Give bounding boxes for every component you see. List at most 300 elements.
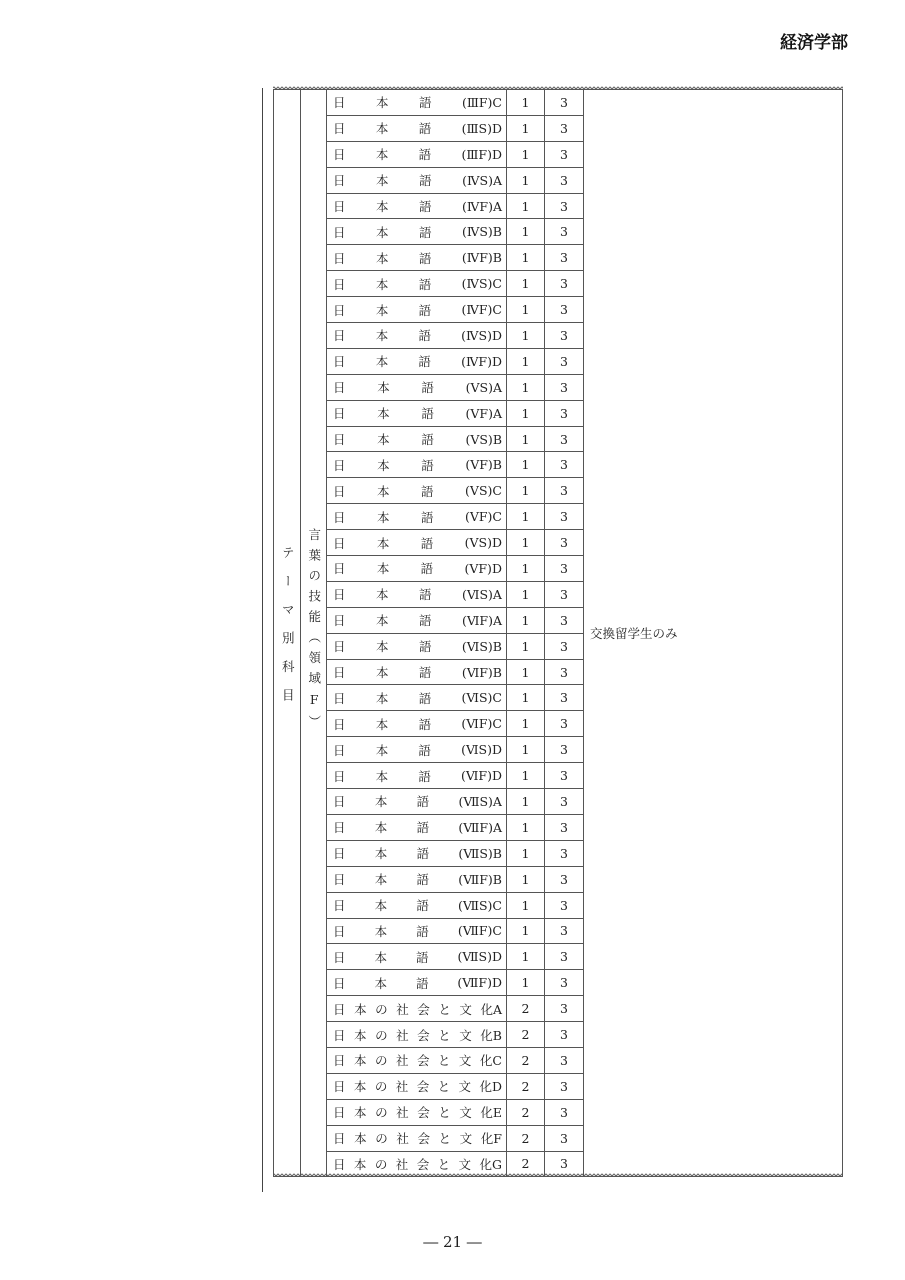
course-name-char: 社 xyxy=(396,1131,409,1147)
credits-cell: 1 xyxy=(507,271,545,297)
culture-course-name xyxy=(333,1155,502,1173)
credits-cell: 1 xyxy=(507,452,545,478)
year-cell: 3 xyxy=(545,840,584,866)
credits-cell: 2 xyxy=(507,1099,545,1125)
course-level: (ⅦS)C xyxy=(457,897,502,913)
course-name-char: の xyxy=(375,1131,388,1147)
course-name-char: 日 xyxy=(333,872,346,888)
course-name-char: 本 xyxy=(375,613,389,629)
course-name-cell xyxy=(327,504,507,530)
course-name-char: の xyxy=(375,1027,388,1043)
category-language-cell xyxy=(301,90,327,1177)
course-name-char: 語 xyxy=(418,690,432,706)
course-name-char: 日 xyxy=(333,535,346,551)
year-cell: 3 xyxy=(545,1151,584,1177)
course-name-char: 日 xyxy=(333,898,346,914)
course-name-char: 本 xyxy=(375,690,389,706)
course-name-char: 語 xyxy=(418,276,432,292)
course-level: (ⅦS)B xyxy=(458,845,502,861)
course-name-char: 本 xyxy=(354,1027,367,1043)
category-language-label: 言葉の技能（領域F） xyxy=(306,527,322,736)
course-name-char: 社 xyxy=(395,1079,409,1095)
course-level: (ⅣS)D xyxy=(461,327,502,343)
course-name-char: 語 xyxy=(419,224,432,240)
year-cell: 3 xyxy=(545,685,584,711)
course-level: (ⅦS)D xyxy=(457,949,502,965)
course-name-char: 本 xyxy=(375,121,389,137)
course-name-char: 日 xyxy=(333,302,346,318)
course-level: (ⅦF)A xyxy=(458,819,502,835)
course-name-char: 語 xyxy=(421,432,434,448)
credits-cell: 1 xyxy=(507,297,545,323)
course-level: (ⅢS)D xyxy=(461,120,502,136)
course-name-char: 語 xyxy=(415,975,429,991)
year-cell: 3 xyxy=(545,737,584,763)
course-name-char: と xyxy=(438,1027,451,1043)
course-name-char: 語 xyxy=(416,794,430,810)
wavy-border-bottom xyxy=(273,1173,843,1177)
course-name-cell xyxy=(327,1073,507,1099)
year-cell: 3 xyxy=(545,478,584,504)
course-name-char: 語 xyxy=(421,483,434,499)
course-name-char: 文 xyxy=(459,1001,472,1017)
course-name-char: 本 xyxy=(376,224,389,240)
course-name-cell xyxy=(327,1047,507,1073)
course-name-cell xyxy=(327,737,507,763)
course-name-char: 本 xyxy=(374,949,388,965)
course-name-char: 語 xyxy=(418,639,432,655)
credits-cell: 1 xyxy=(507,685,545,711)
course-name-char: 日 xyxy=(333,1053,346,1069)
course-name-char: 本 xyxy=(374,898,388,914)
course-name-char: 語 xyxy=(418,250,432,266)
course-name-char: 化A xyxy=(480,1001,502,1017)
course-name-char: 日 xyxy=(333,587,346,603)
course-name-char: 語 xyxy=(421,380,434,396)
course-name-char: 語 xyxy=(420,509,434,525)
course-level: (ⅥS)C xyxy=(461,690,502,706)
course-name-char: 化G xyxy=(479,1156,502,1172)
year-cell: 3 xyxy=(545,763,584,789)
course-name-char: 会 xyxy=(417,1001,430,1017)
course-name-cell xyxy=(327,607,507,633)
year-cell: 3 xyxy=(545,711,584,737)
credits-cell: 1 xyxy=(507,400,545,426)
course-level: (ⅥF)D xyxy=(460,768,502,784)
course-name-cell xyxy=(327,167,507,193)
category-theme-cell xyxy=(274,90,301,1177)
course-level: (ⅥS)B xyxy=(461,638,502,654)
credits-cell: 2 xyxy=(507,1125,545,1151)
course-level: (ⅣS)A xyxy=(462,172,502,188)
course-name-cell xyxy=(327,633,507,659)
course-name-char: 日 xyxy=(333,95,346,111)
course-name-char: 日 xyxy=(333,250,346,266)
course-name-char: 語 xyxy=(418,742,431,758)
course-table xyxy=(273,89,843,1177)
course-level: (ⅥF)B xyxy=(461,664,502,680)
course-name-char: 語 xyxy=(419,587,432,603)
course-name-char: 語 xyxy=(420,535,434,551)
course-name-cell xyxy=(327,1022,507,1048)
course-level: (ⅥS)D xyxy=(461,742,502,758)
course-name-char: 日 xyxy=(333,665,346,681)
credits-cell: 1 xyxy=(507,245,545,271)
course-name-char: 語 xyxy=(419,199,432,214)
course-name-char: 語 xyxy=(418,354,431,370)
note-text: 交換留学生のみ xyxy=(590,626,678,642)
course-name-char: 本 xyxy=(375,742,389,758)
course-name-char: 日 xyxy=(333,742,346,758)
course-name-char: 語 xyxy=(419,173,432,189)
course-name-char: 本 xyxy=(375,147,389,163)
course-name-char: 日 xyxy=(333,923,346,939)
course-name-cell xyxy=(327,970,507,996)
course-name-char: 化E xyxy=(480,1105,502,1121)
course-name-char: 語 xyxy=(416,898,429,914)
course-name-cell xyxy=(327,892,507,918)
course-name-cell xyxy=(327,90,507,116)
course-name-char: 語 xyxy=(418,768,431,784)
course-name-char: 日 xyxy=(333,147,346,163)
course-level: (ⅤS)D xyxy=(464,535,502,551)
course-name-char: 日 xyxy=(333,1079,346,1095)
credits-cell: 2 xyxy=(507,1151,545,1177)
course-name-char: 文 xyxy=(459,1105,472,1121)
course-name-char: 会 xyxy=(416,1156,430,1172)
credits-cell: 1 xyxy=(507,737,545,763)
page-number: ― 21 ― xyxy=(423,1233,482,1251)
year-cell: 3 xyxy=(545,530,584,556)
credits-cell: 1 xyxy=(507,478,545,504)
course-name-cell xyxy=(327,711,507,737)
course-name-char: 本 xyxy=(354,1001,367,1017)
credits-cell: 1 xyxy=(507,711,545,737)
course-name-char: と xyxy=(438,1131,452,1147)
course-name-char: 本 xyxy=(374,794,388,810)
course-name-char: と xyxy=(437,1156,451,1172)
course-name-char: 本 xyxy=(374,820,388,836)
course-name-char: 本 xyxy=(375,768,389,784)
course-level: (ⅢF)C xyxy=(461,94,502,110)
course-name-char: 語 xyxy=(418,665,432,681)
course-name-cell xyxy=(327,478,507,504)
credits-cell: 1 xyxy=(507,115,545,141)
year-cell: 3 xyxy=(545,271,584,297)
course-name-char: 語 xyxy=(418,147,432,163)
course-name-char: 文 xyxy=(459,1027,472,1043)
credits-cell: 1 xyxy=(507,167,545,193)
course-name-char: 日 xyxy=(333,380,346,396)
course-name-char: 本 xyxy=(354,1105,367,1121)
credits-cell: 1 xyxy=(507,918,545,944)
credits-cell: 1 xyxy=(507,944,545,970)
course-name-char: 会 xyxy=(417,1105,430,1121)
course-level: (ⅦS)A xyxy=(458,793,502,809)
credits-cell: 1 xyxy=(507,90,545,116)
credits-cell: 1 xyxy=(507,348,545,374)
course-name-char: 本 xyxy=(376,199,389,214)
course-level: (ⅤS)B xyxy=(465,431,502,447)
credits-cell: 1 xyxy=(507,789,545,815)
year-cell: 3 xyxy=(545,348,584,374)
course-name-cell xyxy=(327,1125,507,1151)
year-cell: 3 xyxy=(545,996,584,1022)
year-cell: 3 xyxy=(545,1125,584,1151)
year-cell: 3 xyxy=(545,323,584,349)
course-level: (ⅦF)D xyxy=(457,975,502,991)
credits-cell: 2 xyxy=(507,1073,545,1099)
course-level: (ⅤF)B xyxy=(465,457,502,473)
course-name-cell xyxy=(327,115,507,141)
course-level: (ⅦF)B xyxy=(458,871,502,887)
course-level: (ⅣS)B xyxy=(462,224,502,240)
course-name-char: の xyxy=(375,1105,388,1121)
credits-cell: 1 xyxy=(507,530,545,556)
credits-cell: 1 xyxy=(507,633,545,659)
course-name-cell xyxy=(327,530,507,556)
course-level: (ⅤF)A xyxy=(465,405,502,421)
course-name-char: 化C xyxy=(479,1053,502,1069)
credits-cell: 1 xyxy=(507,892,545,918)
course-name-char: の xyxy=(374,1053,388,1069)
credits-cell: 1 xyxy=(507,840,545,866)
course-name-char: の xyxy=(374,1079,388,1095)
course-table-section xyxy=(273,88,843,1175)
table-row xyxy=(274,90,843,116)
year-cell: 3 xyxy=(545,581,584,607)
credits-cell: 1 xyxy=(507,219,545,245)
course-name-char: 会 xyxy=(416,1079,430,1095)
course-name-cell xyxy=(327,452,507,478)
credits-cell: 1 xyxy=(507,374,545,400)
course-name-cell xyxy=(327,374,507,400)
course-level: (ⅣS)C xyxy=(461,276,502,292)
course-name-cell xyxy=(327,556,507,582)
culture-course-name xyxy=(333,1000,502,1018)
course-name-cell xyxy=(327,426,507,452)
course-level: (ⅤS)C xyxy=(465,483,502,499)
credits-cell: 1 xyxy=(507,193,545,219)
course-name-char: 語 xyxy=(416,820,430,836)
course-name-char: 日 xyxy=(333,1001,346,1017)
course-name-char: 文 xyxy=(458,1053,472,1069)
year-cell: 3 xyxy=(545,193,584,219)
credits-cell: 1 xyxy=(507,426,545,452)
page-margin-rule xyxy=(262,88,263,1192)
course-name-char: の xyxy=(374,1156,388,1172)
course-name-cell xyxy=(327,297,507,323)
course-name-char: 社 xyxy=(395,1053,409,1069)
course-name-char: 本 xyxy=(353,1053,367,1069)
course-name-char: 本 xyxy=(353,1079,367,1095)
year-cell: 3 xyxy=(545,1073,584,1099)
course-name-char: 文 xyxy=(458,1079,472,1095)
course-name-char: 日 xyxy=(333,1027,346,1043)
course-name-char: 日 xyxy=(333,949,346,965)
course-name-char: 日 xyxy=(333,794,346,810)
year-cell: 3 xyxy=(545,556,584,582)
course-name-cell xyxy=(327,789,507,815)
course-name-char: 本 xyxy=(375,328,389,344)
course-name-cell xyxy=(327,996,507,1022)
course-name-cell xyxy=(327,763,507,789)
culture-course-name xyxy=(333,1077,502,1095)
course-name-char: 語 xyxy=(421,406,434,422)
course-name-char: 本 xyxy=(376,561,390,577)
year-cell: 3 xyxy=(545,866,584,892)
course-name-cell xyxy=(327,814,507,840)
year-cell: 3 xyxy=(545,115,584,141)
year-cell: 3 xyxy=(545,90,584,116)
course-name-char: 本 xyxy=(374,975,387,991)
year-cell: 3 xyxy=(545,400,584,426)
course-name-char: 日 xyxy=(333,276,346,292)
course-name-char: 本 xyxy=(376,173,389,189)
course-name-char: 日 xyxy=(333,1131,346,1147)
course-name-char: 本 xyxy=(375,95,389,111)
course-name-char: 本 xyxy=(375,716,389,732)
course-level: (ⅤF)D xyxy=(464,560,502,576)
course-name-cell xyxy=(327,323,507,349)
course-name-cell xyxy=(327,271,507,297)
course-name-char: 本 xyxy=(375,354,389,370)
course-name-char: 本 xyxy=(354,1131,367,1147)
year-cell: 3 xyxy=(545,504,584,530)
course-name-char: と xyxy=(437,1053,451,1069)
year-cell: 3 xyxy=(545,374,584,400)
course-name-char: 語 xyxy=(421,457,434,473)
course-name-char: 本 xyxy=(375,639,389,655)
course-name-char: 本 xyxy=(374,872,388,888)
credits-cell: 1 xyxy=(507,607,545,633)
credits-cell: 1 xyxy=(507,763,545,789)
course-name-char: 日 xyxy=(333,639,346,655)
course-name-char: 語 xyxy=(420,561,434,577)
course-level: (ⅤS)A xyxy=(465,379,502,395)
course-name-char: 語 xyxy=(418,302,432,318)
year-cell: 3 xyxy=(545,789,584,815)
credits-cell: 2 xyxy=(507,1022,545,1048)
course-name-char: 日 xyxy=(333,613,346,629)
course-name-char: 本 xyxy=(375,250,389,266)
course-name-char: 語 xyxy=(418,716,432,732)
credits-cell: 1 xyxy=(507,814,545,840)
course-name-char: 日 xyxy=(333,483,346,499)
course-name-char: 語 xyxy=(418,95,432,111)
course-name-char: 化B xyxy=(480,1027,502,1043)
course-name-char: 日 xyxy=(333,561,346,577)
course-name-char: 社 xyxy=(396,1027,409,1043)
year-cell: 3 xyxy=(545,970,584,996)
course-name-char: 日 xyxy=(333,457,346,473)
course-name-cell xyxy=(327,1099,507,1125)
credits-cell: 1 xyxy=(507,323,545,349)
credits-cell: 1 xyxy=(507,581,545,607)
course-name-char: 語 xyxy=(416,949,429,965)
year-cell: 3 xyxy=(545,245,584,271)
year-cell: 3 xyxy=(545,1099,584,1125)
course-name-cell xyxy=(327,944,507,970)
course-name-char: 日 xyxy=(333,768,346,784)
course-name-char: 化F xyxy=(480,1131,502,1147)
credits-cell: 1 xyxy=(507,504,545,530)
course-level: (ⅣF)A xyxy=(462,198,502,214)
course-name-char: 本 xyxy=(377,406,390,422)
year-cell: 3 xyxy=(545,1047,584,1073)
course-name-char: 日 xyxy=(333,121,346,137)
year-cell: 3 xyxy=(545,1022,584,1048)
course-name-char: 本 xyxy=(377,457,390,473)
year-cell: 3 xyxy=(545,607,584,633)
course-name-char: 日 xyxy=(333,820,346,836)
course-name-char: 文 xyxy=(458,1156,472,1172)
course-name-char: の xyxy=(375,1001,388,1017)
course-name-cell xyxy=(327,918,507,944)
year-cell: 3 xyxy=(545,659,584,685)
course-name-char: 日 xyxy=(333,328,346,344)
course-name-char: 語 xyxy=(418,613,432,629)
course-level: (ⅥF)A xyxy=(461,612,502,628)
course-level: (ⅥF)C xyxy=(461,716,502,732)
course-name-char: 本 xyxy=(376,587,389,603)
course-level: (ⅣF)C xyxy=(461,302,502,318)
course-name-cell xyxy=(327,400,507,426)
course-name-char: 社 xyxy=(395,1156,409,1172)
year-cell: 3 xyxy=(545,814,584,840)
category-theme-label: テーマ別科目 xyxy=(280,546,296,718)
course-level: (ⅦF)C xyxy=(457,923,502,939)
year-cell: 3 xyxy=(545,219,584,245)
course-name-char: 語 xyxy=(418,121,432,137)
course-name-char: 日 xyxy=(333,509,346,525)
course-name-char: 日 xyxy=(333,354,346,370)
course-name-cell xyxy=(327,659,507,685)
course-name-char: 日 xyxy=(333,406,346,422)
course-level: (ⅥS)A xyxy=(462,586,502,602)
course-name-char: 会 xyxy=(416,1053,430,1069)
course-level: (ⅣF)B xyxy=(461,250,502,266)
course-name-char: 本 xyxy=(375,302,389,318)
year-cell: 3 xyxy=(545,167,584,193)
culture-course-name xyxy=(333,1103,502,1121)
credits-cell: 1 xyxy=(507,659,545,685)
course-name-cell xyxy=(327,866,507,892)
course-name-char: 日 xyxy=(333,716,346,732)
culture-course-name xyxy=(333,1026,502,1044)
course-level: (ⅣF)D xyxy=(461,353,502,369)
course-name-char: 語 xyxy=(416,846,430,862)
course-level: (ⅢF)D xyxy=(461,146,502,162)
course-name-cell xyxy=(327,245,507,271)
course-name-char: 本 xyxy=(374,846,388,862)
year-cell: 3 xyxy=(545,141,584,167)
credits-cell: 1 xyxy=(507,866,545,892)
course-name-cell xyxy=(327,193,507,219)
course-name-cell xyxy=(327,141,507,167)
course-name-char: 日 xyxy=(333,224,346,240)
course-name-char: 日 xyxy=(333,173,346,189)
course-name-char: 本 xyxy=(377,483,390,499)
course-name-char: と xyxy=(438,1001,451,1017)
course-name-cell xyxy=(327,581,507,607)
course-name-char: 本 xyxy=(377,432,390,448)
course-name-cell xyxy=(327,685,507,711)
course-name-char: 本 xyxy=(353,1156,367,1172)
credits-cell: 2 xyxy=(507,1047,545,1073)
year-cell: 3 xyxy=(545,297,584,323)
course-name-char: と xyxy=(437,1079,451,1095)
